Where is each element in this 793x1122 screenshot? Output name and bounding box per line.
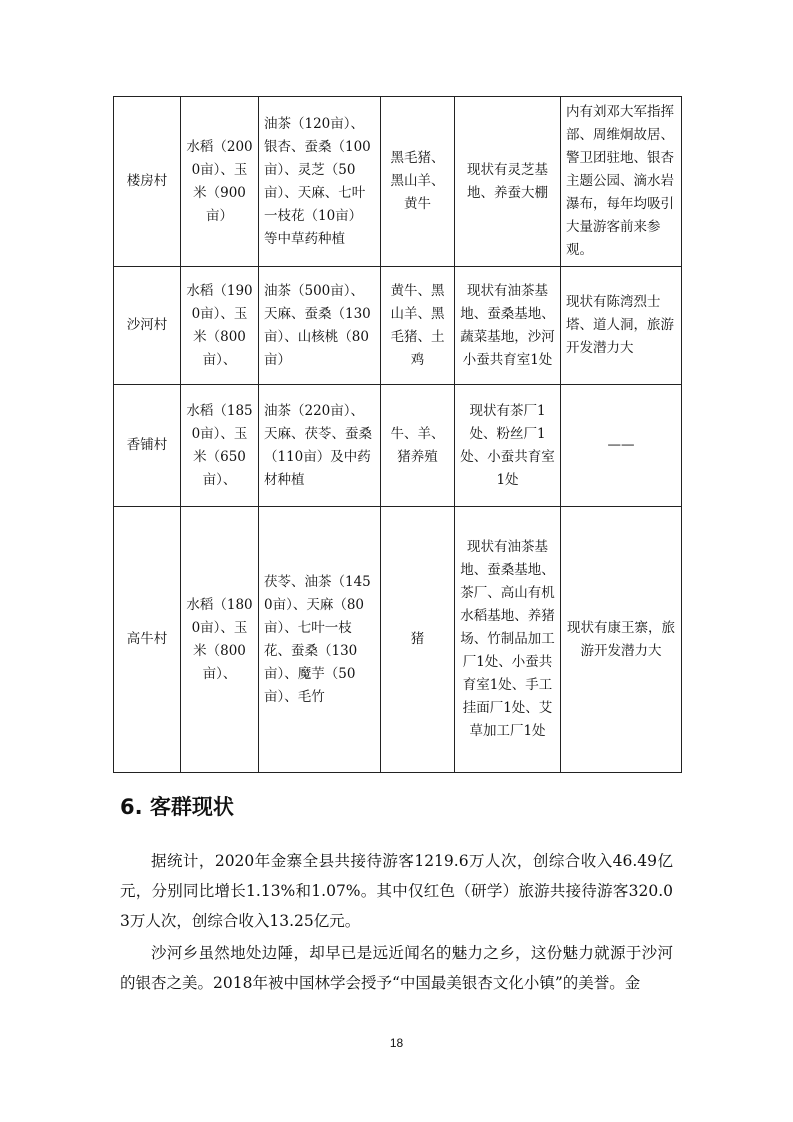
grain-crops-cell: 水稻（1800亩）、玉米（800亩）、 <box>181 507 259 773</box>
industry-status-cell: 现状有油茶基地、蚕桑基地、茶厂、高山有机水稻基地、养猪场、竹制品加工厂1处、小蚕共育室1处、手工挂面厂1处、艾草加工厂1处 <box>455 507 561 773</box>
livestock-cell: 黑毛猪、黑山羊、黄牛 <box>381 97 455 267</box>
village-name: 沙河村 <box>114 267 181 385</box>
cash-crops-cell: 油茶（500亩）、天麻、蚕桑（130亩）、山核桃（80亩） <box>259 267 381 385</box>
tourism-resources-cell: 现状有陈湾烈士塔、道人洞，旅游开发潜力大 <box>561 267 682 385</box>
village-name: 高牛村 <box>114 507 181 773</box>
cash-crops-cell: 油茶（120亩）、银杏、蚕桑（100亩）、灵芝（50亩）、天麻、七叶一枝花（10亩）等中草药种植 <box>259 97 381 267</box>
table-row <box>114 97 682 267</box>
tourism-resources-cell: —— <box>561 385 682 507</box>
tourism-resources-cell: 现状有康王寨，旅游开发潜力大 <box>561 507 682 773</box>
tourism-resources-cell: 内有刘邓大军指挥部、周维炯故居、警卫团驻地、银杏主题公园、滴水岩瀑布，每年均吸引大量游客前来参观。 <box>561 97 682 267</box>
table-row <box>114 507 682 773</box>
livestock-cell: 牛、羊、猪养殖 <box>381 385 455 507</box>
body-paragraph: 沙河乡虽然地处边陲，却早已是远近闻名的魅力之乡，这份魅力就源于沙河的银杏之美。2018年被中国林学会授予“中国最美银杏文化小镇”的美誉。金 <box>120 944 673 992</box>
livestock-cell: 黄牛、黑山羊、黑毛猪、土鸡 <box>381 267 455 385</box>
industry-status-cell: 现状有灵芝基地、养蚕大棚 <box>455 97 561 267</box>
cash-crops-cell: 油茶（220亩）、天麻、茯苓、蚕桑（110亩）及中药材种植 <box>259 385 381 507</box>
industry-status-cell: 现状有茶厂1处、粉丝厂1处、小蚕共育室1处 <box>455 385 561 507</box>
industry-status-cell: 现状有油茶基地、蚕桑基地、蔬菜基地，沙河小蚕共育室1处 <box>455 267 561 385</box>
cash-crops-cell: 茯苓、油茶（1450亩）、天麻（80亩）、七叶一枝花、蚕桑（130亩）、魔芋（50亩）、毛竹 <box>259 507 381 773</box>
village-resource-table <box>113 96 682 773</box>
table-row <box>114 267 682 385</box>
grain-crops-cell: 水稻（2000亩）、玉米（900亩） <box>181 97 259 267</box>
grain-crops-cell: 水稻（1900亩）、玉米（800亩）、 <box>181 267 259 385</box>
page-number: 18 <box>389 1036 404 1050</box>
grain-crops-cell: 水稻（1850亩）、玉米（650亩）、 <box>181 385 259 507</box>
livestock-cell: 猪 <box>381 507 455 773</box>
body-paragraph: 据统计，2020年金寨全县共接待游客1219.6万人次，创综合收入46.49亿元，分别同比增长1.13%和1.07%。其中仅红色（研学）旅游共接待游客320.03万人次，创综合收入13.25亿元。 <box>120 852 673 930</box>
section-heading: 6. 客群现状 <box>120 795 234 819</box>
table-row <box>114 385 682 507</box>
village-name: 香铺村 <box>114 385 181 507</box>
village-name: 楼房村 <box>114 97 181 267</box>
